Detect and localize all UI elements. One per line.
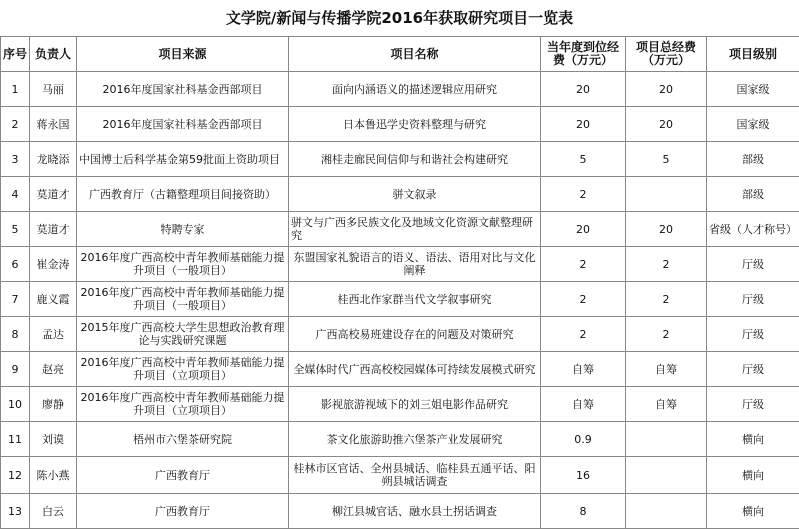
table-row	[1, 494, 799, 529]
cell-name: 面向内涵语义的描述逻辑应用研究	[289, 72, 541, 107]
cell-level: 省级（人才称号）	[707, 212, 799, 247]
cell-leader: 鹿义霞	[30, 282, 77, 317]
cell-total	[626, 422, 707, 457]
cell-total	[626, 177, 707, 212]
cell-source: 广西教育厅	[77, 457, 289, 494]
cell-total: 自筹	[626, 352, 707, 387]
cell-no: 12	[1, 457, 30, 494]
cell-leader: 白云	[30, 494, 77, 529]
cell-leader: 孟达	[30, 317, 77, 352]
table-row	[1, 387, 799, 422]
cell-no: 4	[1, 177, 30, 212]
table-row	[1, 177, 799, 212]
cell-source: 2016年度广西高校中青年教师基础能力提升项目（一般项目）	[77, 282, 289, 317]
cell-no: 13	[1, 494, 30, 529]
cell-name: 全媒体时代广西高校校园媒体可持续发展模式研究	[289, 352, 541, 387]
header-name: 项目名称	[289, 37, 541, 72]
cell-source: 2016年度广西高校中青年教师基础能力提升项目（立项项目）	[77, 352, 289, 387]
cell-name: 桂西北作家群当代文学叙事研究	[289, 282, 541, 317]
cell-leader: 廖静	[30, 387, 77, 422]
cell-source: 梧州市六堡茶研究院	[77, 422, 289, 457]
cell-leader: 马丽	[30, 72, 77, 107]
table-row	[1, 282, 799, 317]
cell-name: 东盟国家礼貌语言的语义、语法、语用对比与文化阐释	[289, 247, 541, 282]
cell-no: 7	[1, 282, 30, 317]
cell-total: 20	[626, 72, 707, 107]
cell-no: 9	[1, 352, 30, 387]
cell-no: 6	[1, 247, 30, 282]
cell-name: 茶文化旅游助推六堡茶产业发展研究	[289, 422, 541, 457]
cell-total: 自筹	[626, 387, 707, 422]
header-level: 项目级别	[707, 37, 799, 72]
cell-name: 骈文叙录	[289, 177, 541, 212]
cell-total	[626, 494, 707, 529]
cell-level: 横向	[707, 457, 799, 494]
cell-source: 2016年度国家社科基金西部项目	[77, 72, 289, 107]
cell-funding: 20	[541, 107, 626, 142]
cell-level: 国家级	[707, 107, 799, 142]
cell-funding: 自筹	[541, 387, 626, 422]
header-no: 序号	[1, 37, 30, 72]
cell-name: 骈文与广西多民族文化及地域文化资源文献整理研究	[289, 212, 541, 247]
cell-funding: 8	[541, 494, 626, 529]
table-row	[1, 317, 799, 352]
table-row	[1, 422, 799, 457]
cell-name: 广西高校易班建设存在的问题及对策研究	[289, 317, 541, 352]
table-row	[1, 457, 799, 494]
cell-total: 2	[626, 282, 707, 317]
cell-leader: 陈小燕	[30, 457, 77, 494]
cell-leader: 刘谟	[30, 422, 77, 457]
cell-funding: 2	[541, 282, 626, 317]
cell-name: 日本鲁迅学史资料整理与研究	[289, 107, 541, 142]
cell-source: 2015年度广西高校大学生思想政治教育理论与实践研究课题	[77, 317, 289, 352]
header-total: 项目总经费（万元）	[626, 37, 707, 72]
cell-source: 中国博士后科学基金第59批面上资助项目	[77, 142, 289, 177]
cell-funding: 16	[541, 457, 626, 494]
cell-leader: 龙晓添	[30, 142, 77, 177]
table-row	[1, 352, 799, 387]
cell-total: 2	[626, 247, 707, 282]
header-funding: 当年度到位经费（万元）	[541, 37, 626, 72]
cell-leader: 崔金涛	[30, 247, 77, 282]
cell-level: 厅级	[707, 282, 799, 317]
cell-total: 2	[626, 317, 707, 352]
cell-level: 横向	[707, 494, 799, 529]
cell-funding: 5	[541, 142, 626, 177]
cell-source: 广西教育厅（古籍整理项目间接资助）	[77, 177, 289, 212]
table-row	[1, 107, 799, 142]
cell-no: 8	[1, 317, 30, 352]
projects-table	[0, 36, 799, 529]
cell-name: 桂林市区官话、全州县城话、临桂县五通平话、阳朔县城话调查	[289, 457, 541, 494]
header-leader: 负责人	[30, 37, 77, 72]
cell-level: 厅级	[707, 317, 799, 352]
cell-no: 5	[1, 212, 30, 247]
page-title: 文学院/新闻与传播学院2016年获取研究项目一览表	[0, 0, 799, 36]
cell-funding: 20	[541, 72, 626, 107]
cell-total: 20	[626, 212, 707, 247]
cell-level: 厅级	[707, 387, 799, 422]
cell-source: 特聘专家	[77, 212, 289, 247]
cell-funding: 2	[541, 177, 626, 212]
header-row	[1, 37, 799, 72]
table-row	[1, 142, 799, 177]
cell-no: 1	[1, 72, 30, 107]
cell-level: 国家级	[707, 72, 799, 107]
cell-no: 3	[1, 142, 30, 177]
cell-leader: 蒋永国	[30, 107, 77, 142]
cell-no: 11	[1, 422, 30, 457]
cell-funding: 自筹	[541, 352, 626, 387]
table-row	[1, 247, 799, 282]
cell-level: 部级	[707, 177, 799, 212]
cell-level: 厅级	[707, 247, 799, 282]
cell-funding: 20	[541, 212, 626, 247]
header-source: 项目来源	[77, 37, 289, 72]
cell-leader: 赵亮	[30, 352, 77, 387]
cell-source: 广西教育厅	[77, 494, 289, 529]
cell-source: 2016年度广西高校中青年教师基础能力提升项目（立项项目）	[77, 387, 289, 422]
cell-no: 2	[1, 107, 30, 142]
table-row	[1, 212, 799, 247]
cell-total: 20	[626, 107, 707, 142]
cell-name: 柳江县城官话、融水县土拐话调查	[289, 494, 541, 529]
cell-no: 10	[1, 387, 30, 422]
cell-source: 2016年度国家社科基金西部项目	[77, 107, 289, 142]
cell-leader: 莫道才	[30, 212, 77, 247]
cell-total	[626, 457, 707, 494]
cell-funding: 2	[541, 317, 626, 352]
table-row	[1, 72, 799, 107]
cell-name: 影视旅游视域下的刘三姐电影作品研究	[289, 387, 541, 422]
cell-level: 厅级	[707, 352, 799, 387]
cell-total: 5	[626, 142, 707, 177]
cell-funding: 2	[541, 247, 626, 282]
cell-name: 湘桂走廊民间信仰与和谐社会构建研究	[289, 142, 541, 177]
cell-level: 横向	[707, 422, 799, 457]
cell-funding: 0.9	[541, 422, 626, 457]
cell-source: 2016年度广西高校中青年教师基础能力提升项目（一般项目）	[77, 247, 289, 282]
cell-level: 部级	[707, 142, 799, 177]
cell-leader: 莫道才	[30, 177, 77, 212]
